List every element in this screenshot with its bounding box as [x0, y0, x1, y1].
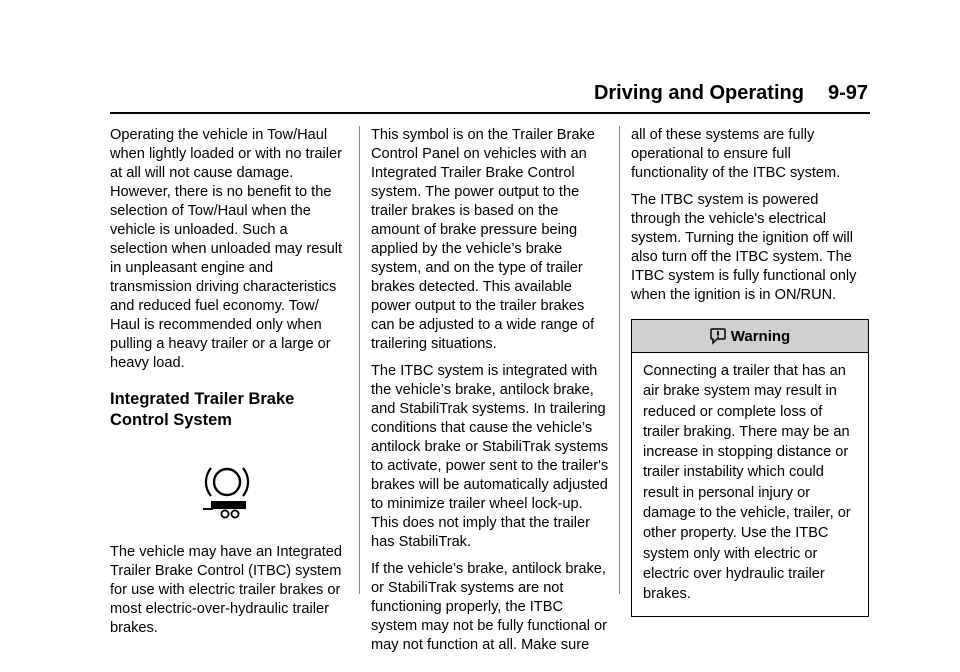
column-2 [371, 126, 609, 663]
page-header [594, 82, 868, 105]
warning-title: Warning [730, 327, 791, 345]
warning-text: Connecting a trailer that has an air brake system may result in reduced or complete loss of trailer braking. There may be an increase in stopping distance or trailer instability which could result in personal injury or damage to the vehicle, trailer, or other property. Use the ITBC system only with electric or electric over hydraulic trailer brakes. [643, 363, 851, 603]
section-heading: Integrated Trailer Brake Control System [110, 390, 295, 429]
header-rule [110, 112, 870, 114]
column-1 [110, 126, 348, 646]
column-3 [631, 126, 869, 617]
warning-icon [710, 327, 726, 345]
paragraph: This symbol is on the Trailer Brake Control Panel on vehicles with an Integrated Trailer Brake Control system. The power output to the trailer brakes is based on the amount of brake pressure being applied by the vehicle’s brake system, and on the type of trailer brakes detected. This available power output to the trailer brakes can be adjusted to a wide range of trailering situations. [371, 127, 595, 352]
paragraph: If the vehicle’s brake, antilock brake, or StabiliTrak systems are not functioning properly, the ITBC system may not be fully functional or may not function at all. Make sure [371, 561, 608, 653]
paragraph: The ITBC system is powered through the vehicle's electrical system. Turning the ignition off will also turn off the ITBC system. The ITBC system is fully functional only when the ignition is in ON/RUN. [631, 192, 857, 303]
warning-header [632, 320, 868, 353]
trailer-brake-icon [110, 461, 348, 521]
paragraph: Operating the vehicle in Tow/Haul when lightly loaded or with no trailer at all will not cause damage. However, there is no benefit to the selection of Tow/Haul when the vehicle is unloaded. Such a selection when unloaded may result in unpleasant engine and transmission driving characteristics and reduced fuel economy. Tow/ Haul is recommended only when pulling a heavy trailer or a large or heavy load. [110, 127, 343, 371]
column-divider [359, 126, 360, 594]
column-divider [619, 126, 620, 594]
paragraph: The ITBC system is integrated with the vehicle’s brake, antilock brake, and StabiliTrak systems. In trailering conditions that cause the vehicle’s antilock brake or StabiliTrak systems to activate, power sent to the trailer's brakes will be automatically adjusted to minimize trailer wheel lock-up. This does not imply that the trailer has StabiliTrak. [371, 363, 609, 550]
paragraph: The vehicle may have an Integrated Trailer Brake Control (ITBC) system for use with electric trailer brakes or most electric-over-hydraulic trailer brakes. [110, 544, 343, 636]
section-title: Driving and Operating [593, 82, 804, 104]
page-number: 9-97 [827, 82, 868, 104]
warning-box [631, 319, 869, 617]
paragraph: all of these systems are fully operational to ensure full functionality of the ITBC system. [631, 127, 841, 181]
